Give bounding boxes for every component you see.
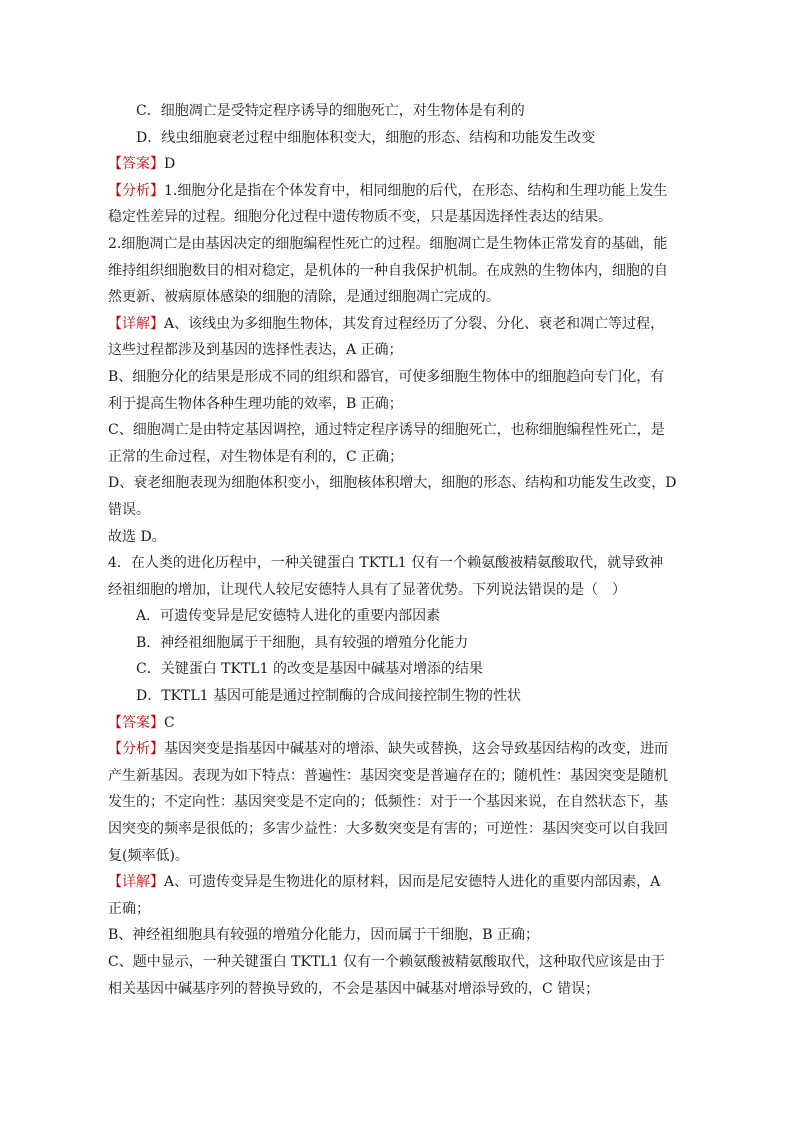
q3-detail-line (108, 311, 698, 338)
analysis-label: 【分析】 (108, 741, 164, 758)
q3-conclusion: 故选 D。 (108, 528, 166, 545)
answer-label: 【答案】 (108, 714, 164, 731)
q3-detail-line: 错误。 (108, 501, 150, 518)
q4-answer (108, 710, 698, 737)
q4-analysis-line: 产生新基因。表现为如下特点：普遍性：基因突变是普遍存在的；随机性：基因突变是随机 (108, 767, 668, 784)
q3-detail-line: B、细胞分化的结果是形成不同的组织和器官，可使多细胞生物体中的细胞趋向专门化，有 (108, 368, 665, 385)
q4-analysis-line: 复(频率低)。 (108, 847, 189, 864)
q4-detail-line (108, 869, 698, 896)
analysis-text: 1.细胞分化是指在个体发育中，相同细胞的后代，在形态、结构和生理功能上发生 (164, 182, 668, 199)
detail-label: 【详解】 (108, 874, 164, 891)
analysis-text: 基因突变是指基因中碱基对的增添、缺失或替换，这会导致基因结构的改变，进而 (164, 741, 668, 758)
q4-detail-line: 相关基因中碱基序列的替换导致的，不会是基因中碱基对增添导致的，C 错误； (108, 980, 600, 997)
answer-label: 【答案】 (108, 156, 164, 173)
q4-option-d: D．TKTL1 基因可能是通过控制酶的合成间接控制生物的性状 (136, 688, 522, 705)
detail-text: A、该线虫为多细胞生物体，其发育过程经历了分裂、分化、衰老和凋亡等过程， (164, 315, 665, 332)
q4-option-b: B．神经祖细胞属于干细胞，具有较强的增殖分化能力 (136, 634, 469, 651)
q3-detail-line: 这些过程都涉及到基因的选择性表达，A 正确； (108, 342, 403, 359)
q3-analysis-line: 维持组织细胞数目的相对稳定，是机体的一种自我保护机制。在成熟的生物体内，细胞的自 (108, 262, 668, 279)
q4-option-c: C．关键蛋白 TKTL1 的改变是基因中碱基对增添的结果 (136, 661, 483, 678)
q3-detail-line: D、衰老细胞表现为细胞体积变小，细胞核体积增大，细胞的形态、结构和功能发生改变，D (108, 475, 677, 492)
q4-option-a: A．可遗传变异是尼安德特人进化的重要内部因素 (136, 608, 441, 625)
q3-detail-line: C、细胞凋亡是由特定基因调控，通过特定程序诱导的细胞死亡，也称细胞编程性死亡，是 (108, 422, 665, 439)
document-body (108, 98, 698, 1002)
q4-stem-line: 4．在人类的进化历程中，一种关键蛋白 TKTL1 仅有一个赖氨酸被精氨酸取代，就导致神 (108, 555, 664, 572)
q3-analysis-line: 稳定性差异的过程。细胞分化过程中遗传物质不变，只是基因选择性表达的结果。 (108, 209, 612, 226)
q4-stem-line: 经祖细胞的增加，让现代人较尼安德特人具有了显著优势。下列说法错误的是（ ） (108, 581, 626, 598)
detail-text: A、可遗传变异是生物进化的原材料，因而是尼安德特人进化的重要内部因素，A (164, 874, 661, 891)
q3-detail-line: 正常的生命过程，对生物体是有利的，C 正确； (108, 448, 404, 465)
analysis-label: 【分析】 (108, 182, 164, 199)
q4-analysis-line (108, 736, 698, 763)
answer-value: D (164, 156, 176, 173)
q3-detail-line: 利于提高生物体各种生理功能的效率，B 正确； (108, 395, 403, 412)
q3-answer (108, 151, 698, 178)
q3-option-d: D．线虫细胞衰老过程中细胞体积变大，细胞的形态、结构和功能发生改变 (136, 129, 596, 146)
detail-label: 【详解】 (108, 315, 164, 332)
q3-analysis-line: 然更新、被病原体感染的细胞的清除，是通过细胞凋亡完成的。 (108, 289, 500, 306)
answer-value: C (164, 714, 175, 731)
q4-detail-line: B、神经祖细胞具有较强的增殖分化能力，因而属于干细胞，B 正确； (108, 927, 540, 944)
q4-detail-line: C、题中显示，一种关键蛋白 TKTL1 仅有一个赖氨酸被精氨酸取代，这种取代应该是由于 (108, 954, 665, 970)
q3-option-c: C．细胞凋亡是受特定程序诱导的细胞死亡，对生物体是有利的 (136, 103, 525, 119)
q3-analysis-line: 2.细胞凋亡是由基因决定的细胞编程性死亡的过程。细胞凋亡是生物体正常发育的基础，能 (108, 235, 668, 252)
q4-detail-line: 正确； (108, 900, 150, 917)
q3-analysis-line (108, 178, 698, 205)
q4-analysis-line: 因突变的频率是很低的；多害少益性：大多数突变是有害的；可逆性：基因突变可以自我回 (108, 821, 668, 838)
q4-analysis-line: 发生的；不定向性：基因突变是不定向的；低频性：对于一个基因来说，在自然状态下，基 (108, 794, 668, 811)
